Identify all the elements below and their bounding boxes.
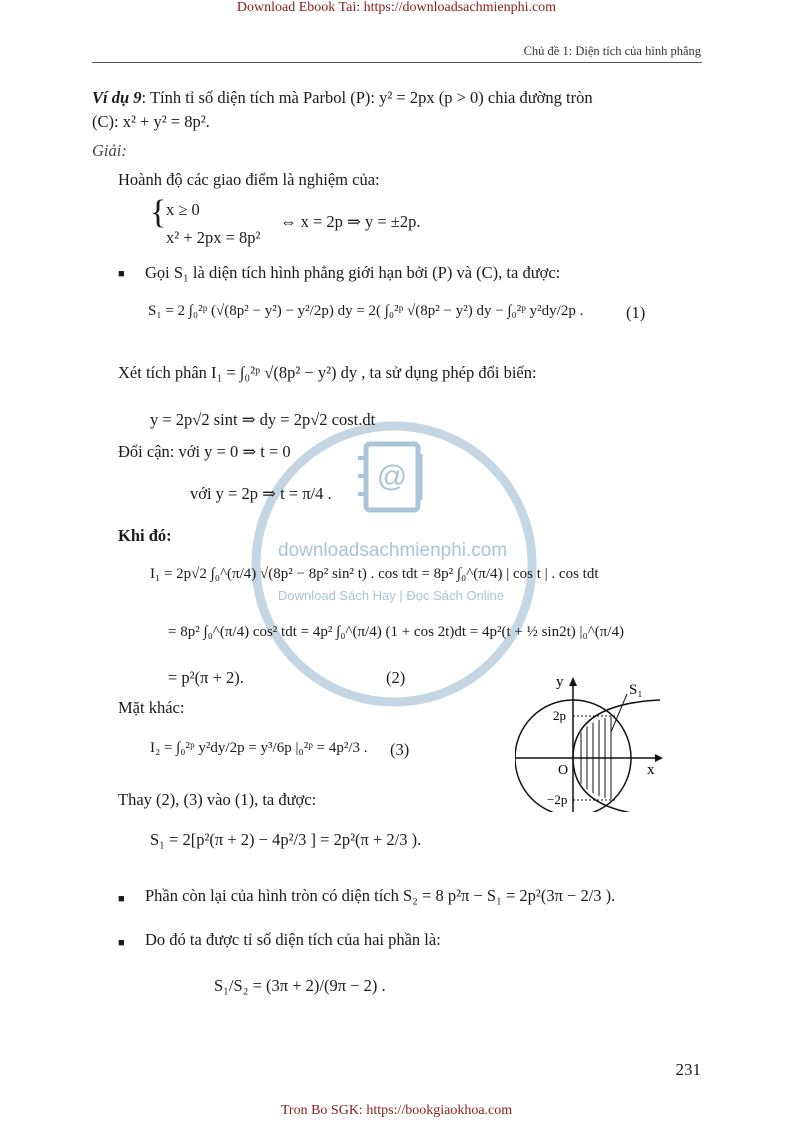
notebook-at-icon: [358, 444, 420, 510]
equation-1-label: (1): [626, 303, 646, 322]
system-result: ⇔ x = 2p ⇒ y = ±2p.: [280, 212, 421, 231]
watermark-site: downloadsachmienphi.com: [278, 540, 508, 561]
s1-result: S₁ = 2[p²(π + 2) − 4p²/3 ] = 2p²(π + 2/3 ).: [150, 830, 422, 849]
example-text-2: (C): x² + y² = 8p².: [92, 112, 210, 131]
graph-tick-minus-2p: −2p: [547, 792, 568, 807]
page-number: 231: [675, 1060, 701, 1079]
i1-line-2: = 8p² ∫₀^(π/4) cos² tdt = 4p² ∫₀^(π/4) (1 + cos 2t)dt = 4p²(t + ½ sin2t) |₀^(π/4): [168, 624, 624, 640]
chapter-title: Chủ đề 1: Diện tích của hình phẳng: [523, 44, 701, 58]
watermark-tagline: Download Sách Hay | Đọc Sách Online: [278, 588, 504, 603]
system-line-1: x ≥ 0: [166, 200, 200, 219]
header-rule: [92, 62, 702, 63]
ratio-result: S₁/S₂ = (3π + 2)/(9π − 2) .: [214, 976, 386, 995]
sgk-link[interactable]: Tron Bo SGK: https://bookgiaokhoa.com: [280, 1103, 513, 1118]
bullet-3-text: Do đó ta được tỉ số diện tích của hai phần là:: [145, 930, 441, 949]
bullet-2-text: Phần còn lại của hình tròn có diện tích S₂ = 8 p²π − S₁ = 2p²(3π − 2/3 ).: [145, 886, 616, 905]
graph-y-label: y: [556, 674, 564, 690]
graph-tick-2p: 2p: [553, 708, 566, 723]
khi-do: Khi đó:: [118, 526, 172, 545]
mat-khac: Mặt khác:: [118, 698, 185, 717]
i1-label: (2): [386, 668, 406, 687]
graph-s1-label: S₁: [629, 682, 643, 698]
voi-y-2p: với y = 2p ⇒ t = π/4 .: [190, 484, 332, 503]
solution-label: Giải:: [92, 141, 127, 160]
bullet-1-marker: ■: [118, 268, 125, 280]
system-line-2: x² + 2px = 8p²: [166, 228, 261, 247]
i2-label: (3): [390, 740, 410, 759]
download-link[interactable]: Download Ebook Tai: https://downloadsachmienphi.com: [236, 0, 557, 15]
bullet-2-marker: ■: [118, 893, 125, 905]
i1-line-3: = p²(π + 2).: [168, 668, 244, 687]
example-label: Ví dụ 9: [92, 88, 142, 107]
equation-1: S₁ = 2 ∫₀²ᵖ (√(8p² − y²) − y²/2p) dy = 2( ∫₀²ᵖ √(8p² − y²) dy − ∫₀²ᵖ y²dy/2p .: [148, 303, 584, 319]
svg-text:@: @: [376, 460, 408, 493]
graph-origin-label: O: [558, 763, 569, 778]
parabola-circle-graph: [515, 672, 675, 812]
bullet-1-text: Gọi S₁ là diện tích hình phẳng giới hạn bởi (P) và (C), ta được:: [145, 263, 561, 282]
i1-line-1: I₁ = 2p√2 ∫₀^(π/4) √(8p² − 8p² sin² t) . cos tdt = 8p² ∫₀^(π/4) | cos t | . cos tdt: [150, 566, 599, 582]
doi-can: Đổi cận: với y = 0 ⇒ t = 0: [118, 442, 291, 461]
thay-vao: Thay (2), (3) vào (1), ta được:: [118, 790, 317, 809]
system-brace: {: [150, 194, 167, 231]
xet-tich-phan: Xét tích phân I₁ = ∫₀²ᵖ √(8p² − y²) dy , ta sử dụng phép đổi biến:: [118, 363, 537, 382]
example-text: : Tính tỉ số diện tích mà Parbol (P): y² = 2px (p > 0) chia đường tròn: [141, 88, 593, 107]
bullet-3-marker: ■: [118, 937, 125, 949]
intersect-line: Hoành độ các giao điểm là nghiệm của:: [118, 170, 380, 189]
i2-equation: I₂ = ∫₀²ᵖ y²dy/2p = y³/6p |₀²ᵖ = 4p²/3 .: [150, 740, 368, 756]
example-heading: [92, 88, 593, 108]
graph-x-label: x: [647, 762, 655, 778]
substitution: y = 2p√2 sint ⇒ dy = 2p√2 cost.dt: [150, 410, 376, 429]
